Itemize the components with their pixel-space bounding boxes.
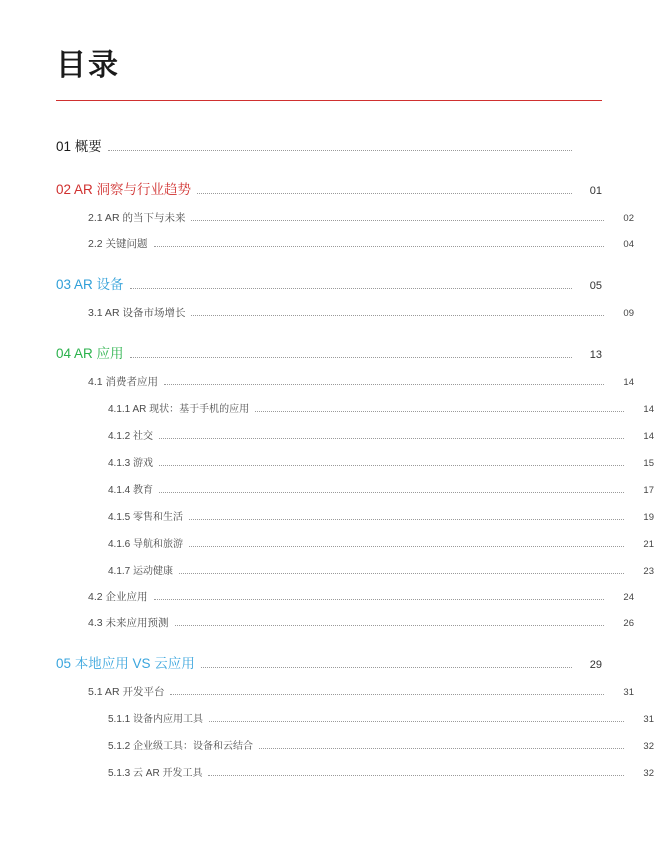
toc-entry[interactable]	[56, 737, 654, 753]
toc-entry[interactable]	[56, 764, 654, 780]
toc-entry-label: 4.1.1 AR 现状：基于手机的应用	[108, 404, 250, 415]
toc-leader-dots	[197, 192, 572, 194]
toc-leader-dots	[170, 693, 604, 695]
toc-entry-page-number: 05	[589, 280, 602, 292]
toc-entry-page-number: 01	[589, 185, 602, 197]
toc-entry-label: 4.1.4 教育	[108, 485, 154, 496]
toc-entry-page-number: 17	[643, 485, 654, 496]
toc-entry-page-number: 31	[643, 714, 654, 725]
toc-entry-label: 05 本地应用 VS 云应用	[56, 656, 195, 671]
toc-entry-label: 4.1 消费者应用	[88, 376, 159, 388]
toc-entry-page-number: 29	[589, 659, 602, 671]
toc-leader-dots	[259, 747, 624, 749]
toc-entry-page-number: 31	[623, 687, 634, 698]
toc-entry-label: 3.1 AR 设备市场增长	[88, 307, 186, 319]
toc-leader-dots	[179, 572, 624, 574]
toc-entry[interactable]	[56, 427, 654, 443]
toc-entry[interactable]	[56, 374, 634, 389]
toc-entry-label: 4.1.5 零售和生活	[108, 512, 184, 523]
toc-entry[interactable]	[56, 615, 634, 630]
toc-entry[interactable]	[56, 273, 602, 294]
toc-entry[interactable]	[56, 535, 654, 551]
toc-entry-page-number: 32	[643, 741, 654, 752]
toc-leader-dots	[108, 149, 572, 151]
toc-entry[interactable]	[56, 589, 634, 604]
toc-entry-page-number: 04	[623, 239, 634, 250]
toc-entry-page-number: 32	[643, 768, 654, 779]
toc-entry-page-number: 23	[643, 566, 654, 577]
toc-entry[interactable]	[56, 342, 602, 363]
toc-entry-label: 4.1.7 运动健康	[108, 566, 174, 577]
table-of-contents	[56, 135, 654, 780]
toc-leader-dots	[191, 314, 604, 316]
toc-entry-page-number: 24	[623, 592, 634, 603]
toc-leader-dots	[130, 356, 572, 358]
toc-leader-dots	[208, 774, 624, 776]
toc-entry-label: 03 AR 设备	[56, 277, 124, 292]
toc-entry-label: 5.1 AR 开发平台	[88, 686, 165, 698]
toc-entry-page-number: 02	[623, 213, 634, 224]
toc-entry[interactable]	[56, 305, 634, 320]
toc-leader-dots	[255, 410, 624, 412]
title-divider	[56, 100, 602, 101]
toc-entry[interactable]	[56, 710, 654, 726]
toc-entry-label: 4.1.6 导航和旅游	[108, 539, 184, 550]
toc-entry[interactable]	[56, 562, 654, 578]
toc-leader-dots	[189, 518, 624, 520]
toc-entry-label: 5.1.3 云 AR 开发工具	[108, 768, 203, 779]
toc-leader-dots	[159, 437, 624, 439]
toc-leader-dots	[209, 720, 624, 722]
toc-leader-dots	[154, 245, 604, 247]
toc-leader-dots	[191, 219, 604, 221]
toc-entry-page-number: 19	[643, 512, 654, 523]
toc-leader-dots	[175, 624, 604, 626]
toc-entry-page-number: 15	[643, 458, 654, 469]
toc-entry[interactable]	[56, 508, 654, 524]
toc-entry[interactable]	[56, 652, 602, 673]
toc-entry-page-number: 14	[623, 377, 634, 388]
toc-entry[interactable]	[56, 178, 602, 199]
toc-entry-page-number: 21	[643, 539, 654, 550]
toc-entry-label: 4.1.2 社交	[108, 431, 154, 442]
toc-entry-label: 5.1.2 企业级工具：设备和云结合	[108, 741, 254, 752]
toc-entry-label: 4.3 未来应用预测	[88, 617, 169, 629]
toc-entry[interactable]	[56, 400, 654, 416]
toc-leader-dots	[159, 464, 624, 466]
toc-entry[interactable]	[56, 210, 634, 225]
toc-leader-dots	[154, 598, 604, 600]
toc-entry-page-number: 14	[643, 404, 654, 415]
toc-entry-label: 04 AR 应用	[56, 346, 124, 361]
toc-entry-page-number: 26	[623, 618, 634, 629]
toc-leader-dots	[189, 545, 624, 547]
toc-entry[interactable]	[56, 481, 654, 497]
toc-leader-dots	[159, 491, 624, 493]
toc-entry-label: 02 AR 洞察与行业趋势	[56, 182, 192, 197]
toc-leader-dots	[201, 666, 572, 668]
toc-entry-label: 4.2 企业应用	[88, 591, 148, 603]
toc-leader-dots	[130, 287, 572, 289]
toc-entry[interactable]	[56, 454, 654, 470]
toc-entry-page-number: 14	[643, 431, 654, 442]
toc-entry[interactable]	[56, 236, 634, 251]
toc-entry-label: 5.1.1 设备内应用工具	[108, 714, 204, 725]
toc-entry-label: 01 概要	[56, 139, 102, 154]
page-title: 目录	[56, 49, 120, 82]
toc-entry[interactable]	[56, 684, 634, 699]
toc-entry-page-number: 13	[589, 349, 602, 361]
toc-entry-label: 4.1.3 游戏	[108, 458, 154, 469]
toc-entry-label: 2.2 关键问题	[88, 238, 148, 250]
toc-entry[interactable]	[56, 135, 602, 156]
toc-entry-page-number: 09	[623, 308, 634, 319]
toc-entry-label: 2.1 AR 的当下与未来	[88, 212, 186, 224]
toc-leader-dots	[164, 383, 604, 385]
